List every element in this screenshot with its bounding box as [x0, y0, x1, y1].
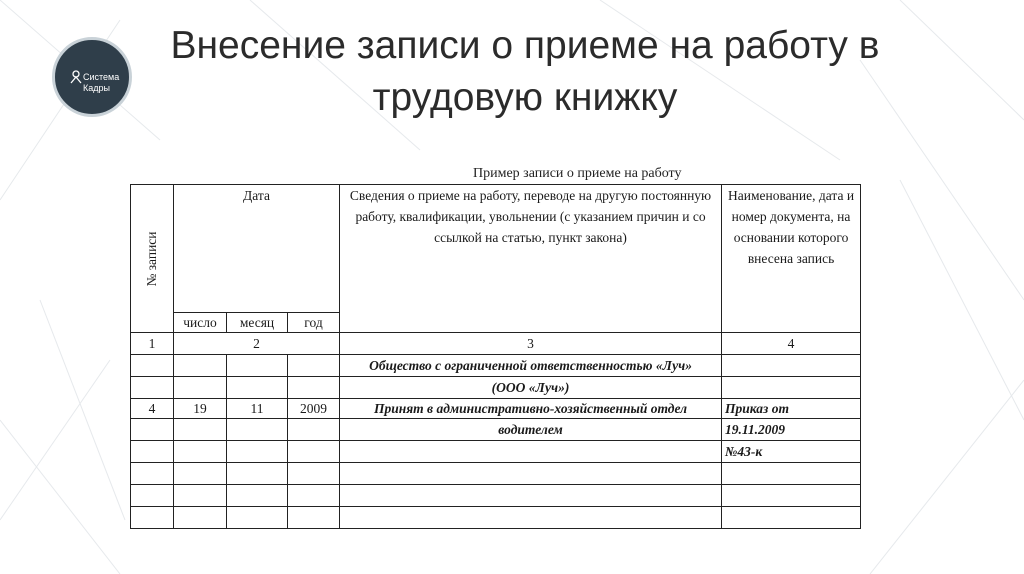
header-document: Наименование, дата и номер документа, на основании которого внесена запись [722, 185, 861, 333]
entry-text: Принят в административно-хозяйственный отдел [340, 399, 722, 419]
column-number-3: 3 [340, 333, 722, 355]
header-info: Сведения о приеме на работу, переводе на другую постоянную работу, квалификации, увольнении (с указанием причин и со ссылкой на статью, пункт закона) [340, 185, 722, 333]
logo-icon [69, 70, 83, 84]
entry-year: 2009 [288, 399, 340, 419]
subheader-month: месяц [227, 313, 288, 333]
table-caption: Пример записи о приеме на работу [473, 166, 682, 181]
column-number-2: 2 [174, 333, 340, 355]
entry-document-line3: №43-к [722, 441, 861, 463]
page-title: Внесение записи о приеме на работу в трудовую книжку [170, 24, 880, 119]
organization-name: Общество с ограниченной ответственностью «Луч» [340, 355, 722, 377]
logo-text-line1: Система [83, 72, 120, 82]
column-number-4: 4 [722, 333, 861, 355]
column-number-1: 1 [131, 333, 174, 355]
logo [52, 37, 132, 117]
entry-month: 11 [227, 399, 288, 419]
logo-text-line2: Кадры [83, 83, 110, 93]
entry-document-line2: 19.11.2009 [722, 419, 861, 441]
work-book-table [130, 184, 861, 529]
header-date: Дата [174, 185, 340, 313]
entry-document-line1: Приказ от [722, 399, 861, 419]
subheader-day: число [174, 313, 227, 333]
subheader-year: год [288, 313, 340, 333]
organization-short-name: (ООО «Луч») [340, 377, 722, 399]
entry-position: водителем [340, 419, 722, 441]
header-record-number: № записи [131, 185, 174, 333]
entry-number: 4 [131, 399, 174, 419]
entry-day: 19 [174, 399, 227, 419]
